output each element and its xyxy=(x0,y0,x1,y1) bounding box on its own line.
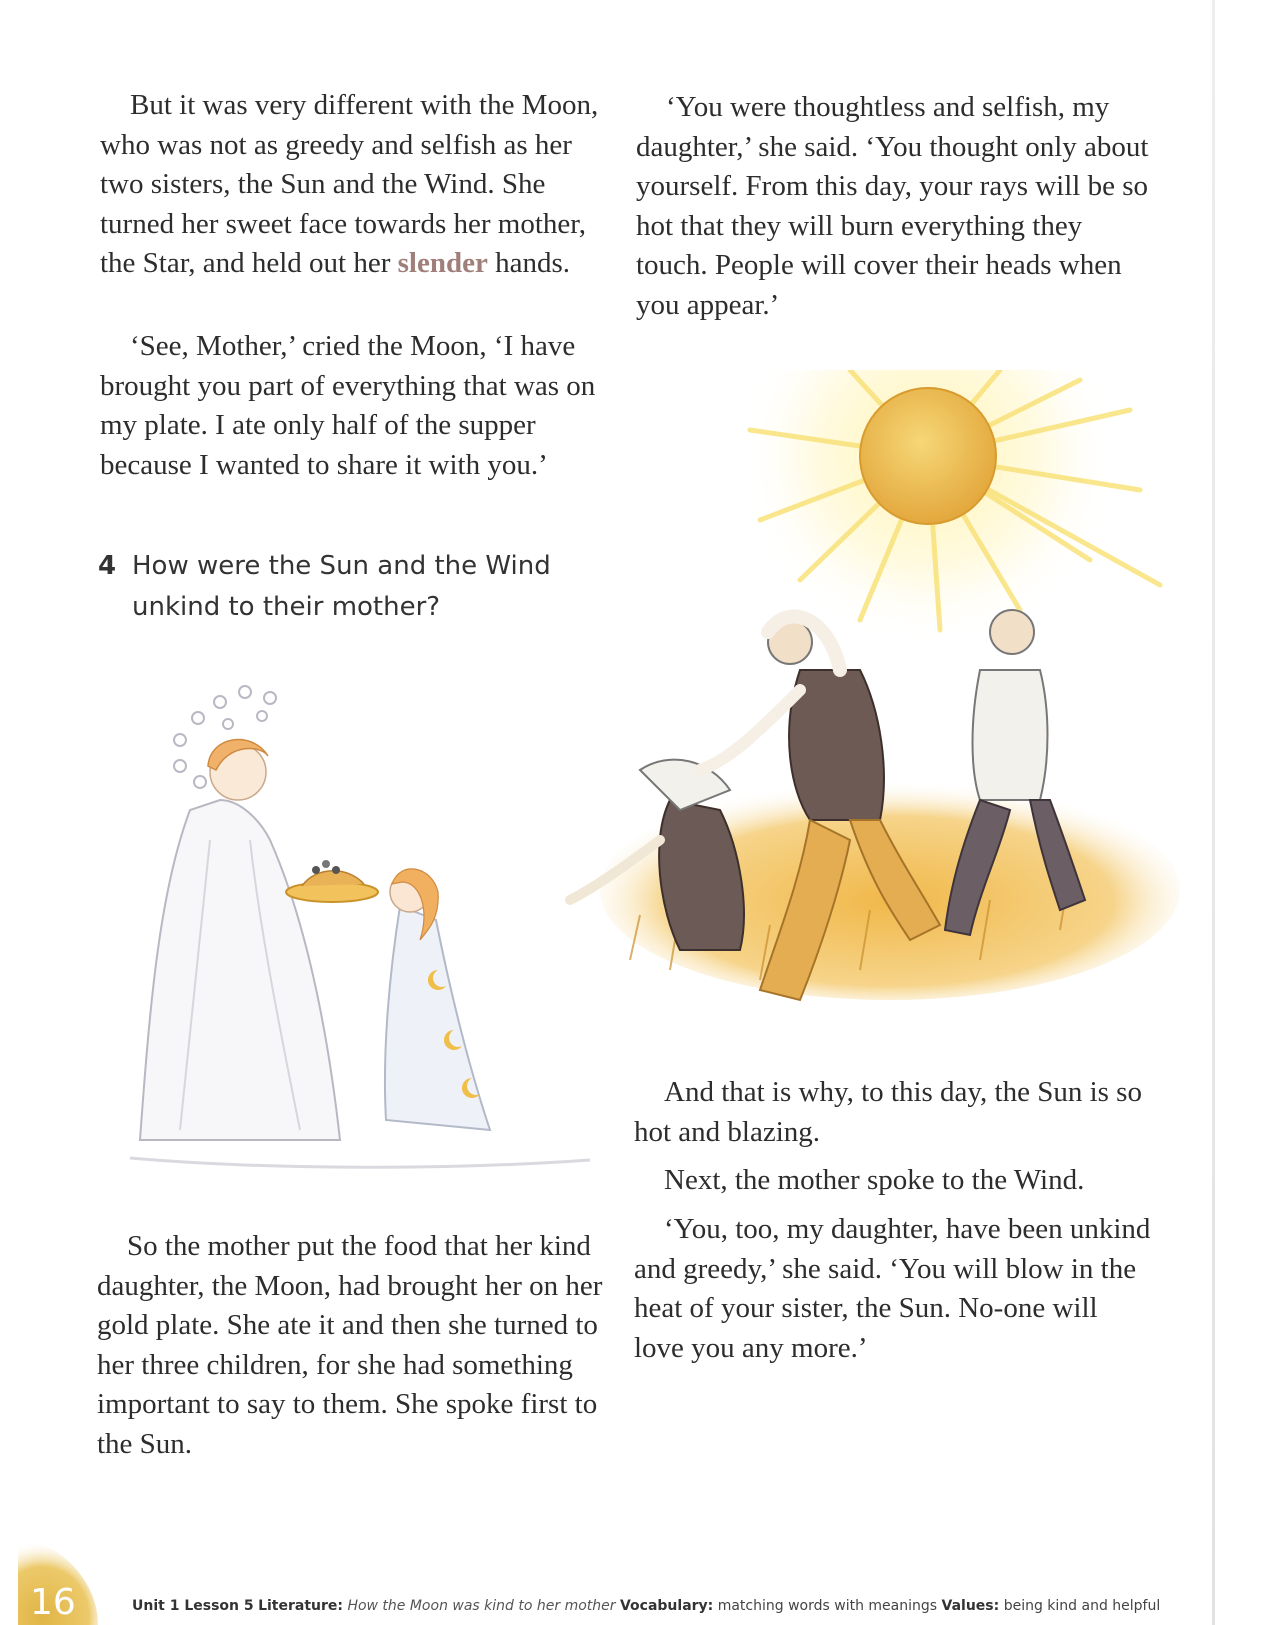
footer-lesson-info xyxy=(132,1598,1160,1614)
question-number: 4 xyxy=(98,551,117,581)
footer-values-text: being kind and helpful xyxy=(1003,1598,1161,1614)
star-and-moon-illustration xyxy=(120,670,600,1180)
footer-literature-label: Literature: xyxy=(258,1598,343,1614)
story-paragraph-mother: So the mother put the food that her kind daughter, the Moon, had brought her on her gold plate. She ate it and then she turned to her three children, for she had something important to say to them. She spoke first to the Sun. xyxy=(97,1230,603,1460)
footer-literature-title: How the Moon was kind to her mother xyxy=(347,1598,616,1614)
footer-unit: Unit 1 Lesson 5 xyxy=(132,1598,254,1614)
story-paragraph-moon-speech: ‘See, Mother,’ cried the Moon, ‘I have brought you part of everything that was on my plate. I ate only half of the supper because I wanted to share it with you.’ xyxy=(100,330,596,481)
comprehension-question xyxy=(98,546,598,628)
story-paragraph-sun-blazing: And that is why, to this day, the Sun is so hot and blazing. xyxy=(634,1076,1142,1148)
question-text: How were the Sun and the Wind unkind to their mother? xyxy=(132,551,551,622)
footer-values-label: Values: xyxy=(941,1598,1000,1614)
page-number: 16 xyxy=(30,1582,76,1623)
story-paragraph-wind-intro: Next, the mother spoke to the Wind. xyxy=(664,1164,1085,1196)
footer-vocabulary-label: Vocabulary: xyxy=(619,1598,714,1614)
footer-vocabulary-text: matching words with meanings xyxy=(717,1598,938,1614)
story-paragraph-moon: But it was very different with the Moon, who was not as greedy and selfish as her two sisters, the Sun and the Wind. She turned her sweet face towards her mother, the Star, and held out her slender hands. xyxy=(100,89,599,279)
story-paragraph-sun-speech: ‘You were thoughtless and selfish, my daughter,’ she said. ‘You thought only about yourself. From this day, your rays will be so hot that they will burn everything they touch. People will cover their heads when you appear.’ xyxy=(636,91,1149,321)
story-paragraph-wind-speech: ‘You, too, my daughter, have been unkind and greedy,’ she said. ‘You will blow in the heat of your sister, the Sun. No-one will love you any more.’ xyxy=(634,1213,1151,1364)
blazing-sun-illustration xyxy=(560,370,1180,1010)
page-edge xyxy=(1212,0,1215,1625)
vocabulary-word: slender xyxy=(397,247,488,279)
